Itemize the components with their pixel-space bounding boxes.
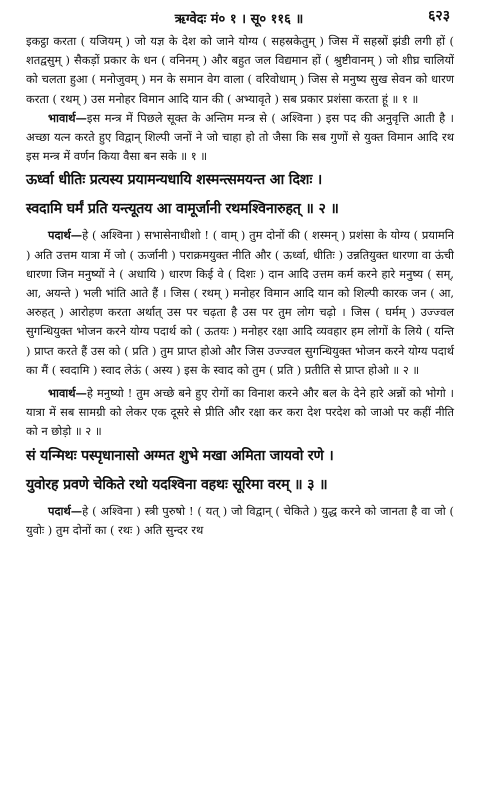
commentary-paragraph-1: इकट्ठा करता ( यजियम् ) जो यज्ञ के देश को जाने योग्य ( सहस्रकेतुम् ) जिस में सहस्रों झंडी लगी हों ( शतद्वसुम् ) सैकड़ों प्रकार के धन ( वनिनम् ) और बहुत जल विद्यमान हों ( श्रुष्टीवानम् ) जो शीघ्र चालियों को चलता हुआ ( मनोजुवम् ) मन के समान वेग वाला ( वरिवोधाम् ) जिस से मनुष्य सुख सेवन को धारण करता ( रथम् ) उस मनोहर विमान आदि यान की ( अभ्यावृते ) सब प्रकार प्रशंसा करता हूं ॥ १ ॥: [26, 34, 454, 106]
page-body: [26, 32, 454, 540]
padartha-2: [26, 226, 454, 380]
padartha-label: पदार्थ—: [48, 228, 83, 243]
running-title: ऋग्वेदः मं० १ । सू० ११६ ॥: [174, 12, 304, 27]
bhavartha-text: हे मनुष्यो ! तुम अच्छे बने हुए रोगों का विनाश करने और बल के देने हारे अन्नों को भोगो । यात्रा में सब सामग्री को लेकर एक दूसरे से प्रीति और रक्षा कर करा देश परदेश को जाओ पर कहीं नीति को न छोड़ो ॥ २ ॥: [26, 386, 454, 439]
page-header: [28, 6, 450, 30]
mantra-3-line-2: युवोरह प्रवणे चेकिते रथो यदश्विना वहथः सूरिमा वरम् ॥ ३ ॥: [26, 476, 328, 493]
padartha-text: हे ( अश्विना ) स्त्री पुरुषो ! ( यत् ) जो विद्वान् ( चेकिते ) युद्ध करने को जानता है वा जो ( युवोः ) तुम दोनों का ( रथः ) अति सुन्दर रथ: [26, 503, 454, 537]
page-number: ६२३: [428, 8, 450, 24]
bhavartha-1: [26, 109, 454, 167]
padartha-text: हे ( अश्विना ) सभासेनाधीशो ! ( वाम् ) तुम दोनों की ( शस्मन् ) प्रशंसा के योग्य ( प्रयामनि ) अति उत्तम यात्रा में जो ( ऊर्जानी ) पराक्रमयुक्त नीति और ( ऊर्ध्वा, धीतिः ) उन्नतियुक्त धारणा वा ऊंची धारणा जिन मनुष्यों ने ( अधायि ) धारण किई वे ( दिशः ) दान आदि उत्तम कर्म करने हारे मनुष्य ( सम्, आ, अयन्ते ) भली भांति आते हैं । जिस ( रथम् ) मनोहर विमान आदि यान को शिल्पी कारक जन ( आ, अरुहत् ) आरोहण करता अर्थात् उस पर चढ़ता है उस पर तुम लोग चढ़ो । जिस ( घर्मम् ) उज्ज्वल सुगन्धियुक्त भोजन करने योग्य पदार्थ को ( ऊतयः ) मनोहर रक्षा आदि व्यवहार हम लोगों के लिये ( यन्ति ) प्राप्त करते हैं उस को ( प्रति ) तुम प्राप्त होओ और जिस उज्ज्वल सुगन्धियुक्त भोजन करने योग्य पदार्थ का मैं ( स्वदामि ) स्वाद लेऊं ( अस्य ) इस के स्वाद को तुम ( प्रति ) प्रतीति से प्राप्त होओ ॥ २ ॥: [26, 228, 454, 377]
mantra-2-line-1: ऊर्ध्वा धीतिः प्रत्यस्य प्रयामन्यधायि शस्मन्त्समयन्त आ दिशः ।: [26, 172, 323, 189]
bhavartha-label: भावार्थ—: [48, 386, 87, 401]
bhavartha-text: इस मन्त्र में पिछले सूक्त के अन्तिम मन्त्र से ( अश्विना ) इस पद की अनुवृत्ति आती है । अच्छा यत्न करते हुए विद्वान् शिल्पी जनों ने जो चाहा हो तो जैसा कि सब गुणों से युक्त विमान आदि रथ इस मन्त्र में वर्णन किया वैसा बन सके ॥ १ ॥: [26, 110, 454, 164]
bhavartha-2: [26, 384, 454, 442]
mantra-3-line-1: सं यन्मिथः पस्पृधानासो अग्मत शुभे मखा अमिता जायवो रणे ।: [26, 447, 334, 464]
padartha-3: [26, 502, 454, 540]
mantra-2-line-2: स्वदामि घर्मं प्रति यन्त्यूतय आ वामूर्जानी रथमश्विनारुहत् ॥ २ ॥: [26, 201, 339, 218]
padartha-label: पदार्थ—: [48, 503, 83, 518]
bhavartha-label: भावार्थ—: [48, 110, 87, 125]
